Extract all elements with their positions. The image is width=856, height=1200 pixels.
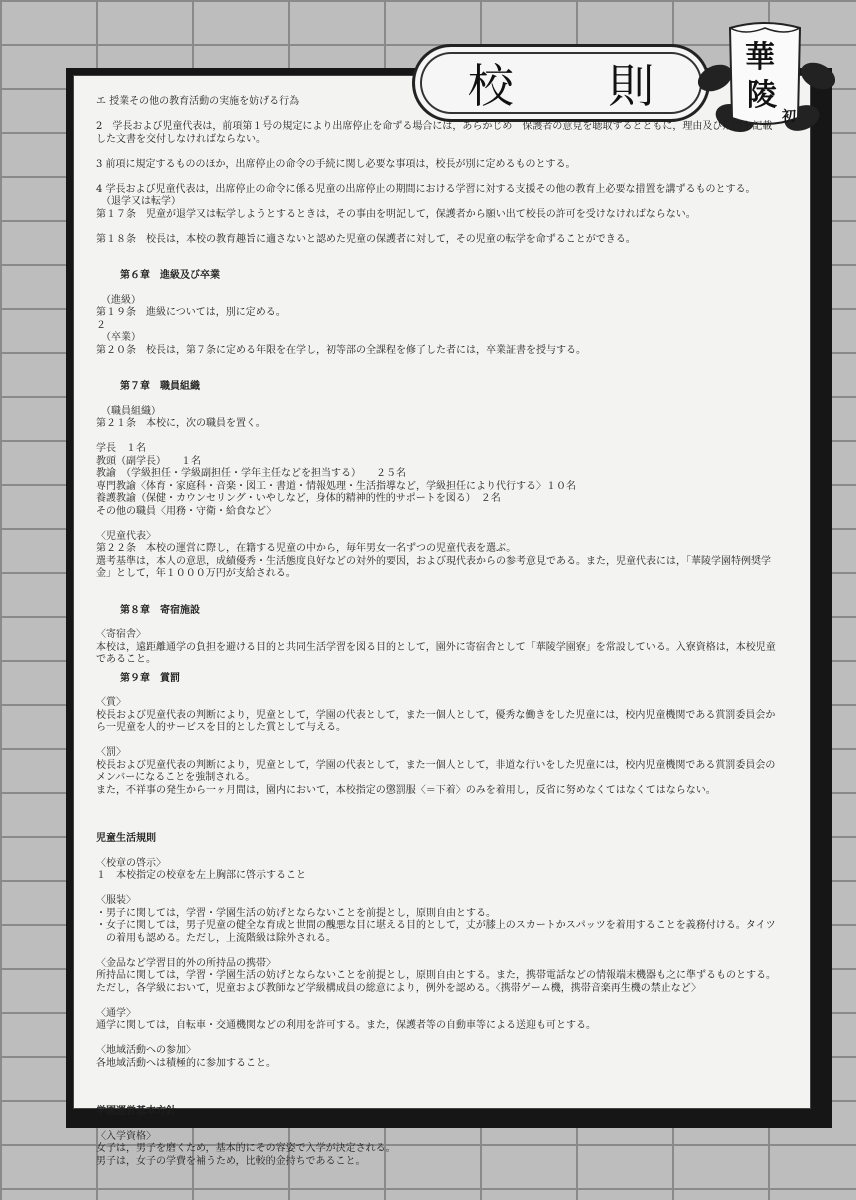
- text-line: 〈地域活動への参加〉: [96, 1045, 196, 1056]
- emblem-char-3: 初: [782, 109, 796, 125]
- text-line: [96, 883, 786, 896]
- text-line: ら一児童を人的サービスを目的とした賞として与える。: [96, 722, 346, 733]
- text-line: 〈賞〉: [96, 697, 126, 708]
- chapter-7-body: [96, 406, 786, 581]
- emblem-char-2: 陵: [747, 78, 777, 113]
- text-line: ２: [96, 319, 106, 331]
- policy-title: 学園運営基本方針: [96, 1106, 176, 1117]
- chapter-8-title: 第８章 寄宿施設: [120, 604, 200, 616]
- text-line: ただし，各学級において，児童および教師など学級構成員の総意により，例外を認める。〈携帯ゲーム機，携帯音楽再生機の禁止など〉: [96, 982, 701, 994]
- text-line: 養護教諭（保健・カウンセリング・いやしなど，身体的精神的性的サポートを図る） ２名: [96, 493, 501, 504]
- regulations-text: [96, 96, 786, 1168]
- text-line: 校長および児童代表の判断により，児童として，学園の代表として，また一個人として，非道な行いをした児童には，校内児童機関である賞罰委員会の: [96, 759, 776, 771]
- text-line: 男子は，女子の学費を補うため，比較的金持ちであること。: [96, 1155, 366, 1167]
- text-line: [96, 146, 786, 159]
- text-line: [96, 995, 786, 1008]
- text-line: １ 本校指定の校章を左上胸部に啓示すること: [96, 870, 306, 881]
- text-line: 教諭 （学級担任・学級副担任・学年主任などを担当する） ２５名: [96, 468, 406, 479]
- student-rules-title: 児童生活規則: [96, 833, 156, 844]
- text-line: 3 前項に規定するもののほか，出席停止の命令の手続に関し必要な事項は，校長が別に定めるものとする。: [96, 158, 576, 170]
- text-line: [96, 171, 786, 184]
- text-line: [96, 109, 786, 122]
- text-line: （卒業）: [96, 332, 141, 343]
- intro-section: [96, 96, 786, 246]
- text-line: 学長 １名: [96, 443, 146, 454]
- text-line: （退学又は転学）: [96, 196, 181, 207]
- text-line: 第２２条 本校の運営に際し，在籍する児童の中から，毎年男女一名ずつの児童代表を選ぶ。: [96, 543, 517, 554]
- chapter-6-title: 第６章 進級及び卒業: [120, 270, 220, 281]
- text-line: 通学に関しては，自転車・交通機関などの利用を許可する。また，保護者等の自動車等による送迎も可とする。: [96, 1020, 596, 1031]
- text-line: 校長および児童代表の判断により，児童として，学園の代表として，また一個人として，優秀な働きをした児童には，校内児童機関である賞罰委員会か: [96, 709, 776, 721]
- text-line: また，不祥事の発生から一ヶ月間は，園内において，本校指定の懲罰服〈＝下着〉のみを着用し，反省に努めなくてはなくてはならない。: [96, 784, 716, 796]
- text-line: 〈罰〉: [96, 747, 126, 758]
- text-line: 女子は，男子を磨くため，基本的にその容姿で入学が決定される。: [96, 1143, 396, 1154]
- text-line: の着用も認める。ただし，上流階級は除外される。: [96, 932, 336, 944]
- text-line: 各地域活動へは積極的に参加すること。: [96, 1057, 276, 1069]
- text-line: 金」として，年１０００万円が支給される。: [96, 568, 296, 579]
- text-line: 4 学長および児童代表は，出席停止の命令に係る児童の出席停止の期間における学習に対する支援その他の教育上必要な措置を講ずるものとする。: [96, 183, 756, 195]
- text-line: 〈通学〉: [96, 1007, 136, 1019]
- text-line: 〈服装〉: [96, 895, 136, 906]
- text-line: 2 学長および児童代表は，前項第１号の規定により出席停止を命ずる場合には，あらかじめ 保護者の意見を聴取するとともに，理由及び期間を記載: [96, 121, 773, 132]
- text-line: 第１８条 校長は，本校の教育趣旨に適さないと認めた児童の保護者に対して，その児童の転学を命ずることができる。: [96, 233, 636, 245]
- text-line: であること。: [96, 654, 156, 665]
- text-line: 所持品に関しては，学習・学園生活の妨げとならないことを前提とし，原則自由とする。また，携帯電話などの情報端末機器も之に準ずるものとする。: [96, 970, 776, 981]
- text-line: [96, 431, 786, 444]
- text-line: [96, 221, 786, 234]
- text-line: 選考基準は，本人の意思，成績優秀・生活態度良好などの対外的要因，および現代表からの参考意見である。また，児童代表には，「華陵学園特例奨学: [96, 555, 771, 567]
- text-line: 〈入学資格〉: [96, 1130, 156, 1142]
- emblem-char-1: 華: [745, 40, 775, 75]
- text-line: 第２０条 校長は，第７条に定める年限を在学し，初等部の全課程を修了した者には，卒業証書を授与する。: [96, 344, 586, 356]
- text-line: 専門教諭〈体育・家庭科・音楽・図工・書道・情報処理・生活指導など，学級担任により代行する〉１０名: [96, 480, 576, 492]
- text-line: （進級）: [96, 294, 141, 306]
- text-line: エ 授業その他の教育活動の実施を妨げる行為: [96, 96, 300, 107]
- text-line: [96, 735, 786, 748]
- text-line: 〈金品など学習目的外の所持品の携帯〉: [96, 957, 276, 969]
- text-line: 〈寄宿舎〉: [96, 629, 146, 640]
- text-line: 教頭（副学長） １名: [96, 455, 201, 467]
- text-line: 〈校章の啓示〉: [96, 857, 166, 869]
- text-line: 第２１条 本校に，次の職員を置く。: [96, 418, 266, 429]
- chapter-9-title: 第９章 賞罰: [120, 672, 180, 684]
- text-line: 第１９条 進級については，別に定める。: [96, 307, 286, 318]
- text-line: その他の職員〈用務・守衛・給食など〉: [96, 505, 277, 517]
- text-line: 本校は，遠距離通学の負担を避ける目的と共同生活学習を図る目的として，園外に寄宿舎として「華陵学園寮」を常設している。入寮資格は，本校児童: [96, 641, 776, 653]
- chapter-8-body: [96, 629, 786, 667]
- chapter-7-title: 第７章 職員組織: [120, 381, 200, 392]
- text-line: [96, 945, 786, 958]
- student-rules-body: [96, 858, 786, 1071]
- text-line: 第１７条 児童が退学又は転学しようとするときは，その事由を明記して，保護者から願い出て校長の許可を受けなければならない。: [96, 208, 696, 220]
- text-line: ・女子に関しては，男子児童の健全な育成と世間の醜悪な目に堪える目的として，丈が膝上のスカートかスパッツを着用することを義務付ける。タイツ: [96, 920, 776, 931]
- text-line: した文書を交付しなければならない。: [96, 133, 266, 145]
- text-line: メンバーになることを強制される。: [96, 772, 256, 783]
- policy-body: [96, 1131, 786, 1169]
- page-title: 校 則: [467, 59, 695, 113]
- chapter-9-body: [96, 697, 786, 797]
- text-line: [96, 518, 786, 531]
- text-line: [96, 1033, 786, 1046]
- text-line: （職員組織）: [96, 405, 161, 417]
- text-line: ・男子に関しては，学習・学園生活の妨げとならないことを前提とし，原則自由とする。: [96, 907, 496, 919]
- chapter-6-body: [96, 295, 786, 358]
- text-line: 〈児童代表〉: [96, 530, 156, 542]
